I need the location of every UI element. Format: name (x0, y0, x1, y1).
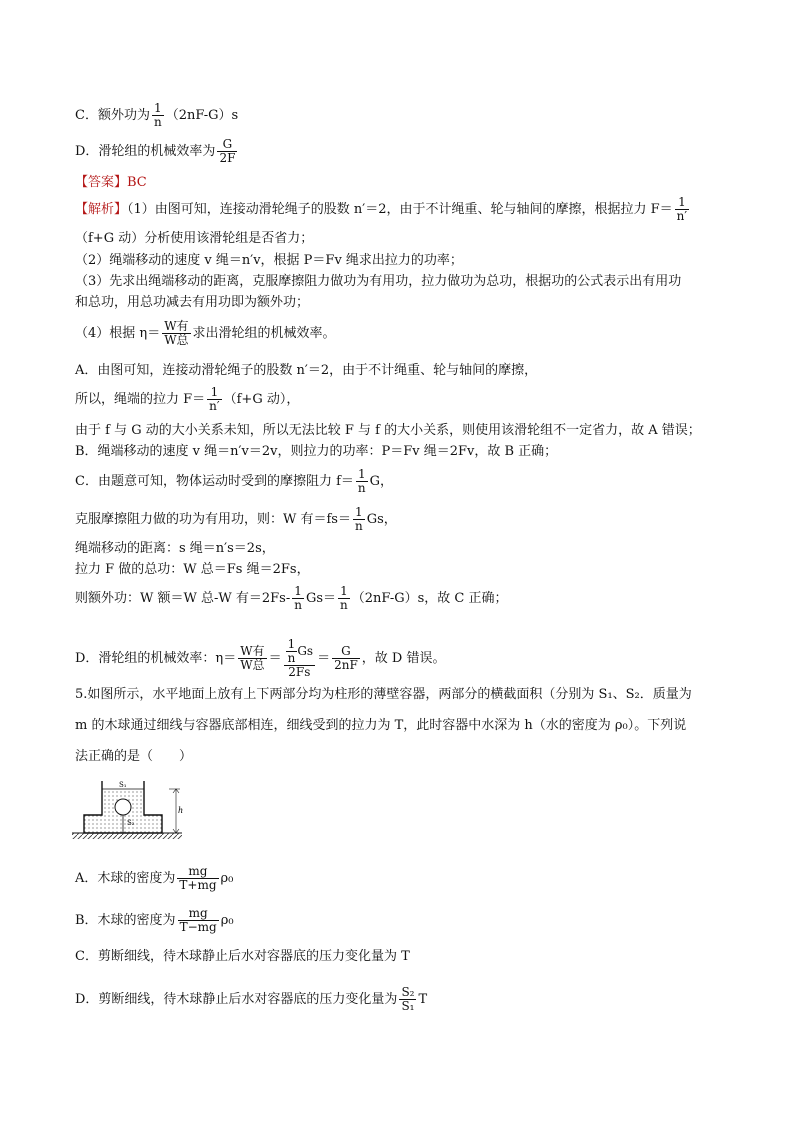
analysis-d-1: D．滑轮组的机械效率：η＝ $\frac{\text{W有}}{\text{W总}}$ ＝ $\frac{1}{n}$ Gs 2Fs ＝ $\frac{G}{2nF}$ ，故 D 错误。 (75, 637, 446, 679)
analysis-line-6: （4）根据 η＝ $\frac{\text{W有}}{\text{W总}}$ 求出滑轮组的机械效率。 (75, 319, 336, 347)
q5-option-d: D．剪断细线，待木球静止后水对容器底的压力变化量为 $\frac{\text{S₂}}{\text{S₁}}$ T (75, 985, 428, 1013)
q5-option-c: C．剪断细线，待木球静止后水对容器底的压力变化量为 T (75, 949, 410, 964)
q5-stem-line-1: 5.如图所示，水平地面上放有上下两部分均为柱形的薄壁容器，两部分的横截面积（分别为 S₁、S₂．质量为 (75, 687, 692, 702)
q5-option-b: B．木球的密度为 $\frac{mg}{T-mg}$ ρ₀ (75, 906, 234, 934)
container-diagram (72, 775, 192, 843)
wooden-ball (115, 799, 131, 815)
label-s2: S₂ (127, 819, 135, 827)
analysis-a-3: 由于 f 与 G 动的大小关系未知，所以无法比较 F 与 f 的大小关系，则使用该滑轮组不一定省力，故 A 错误； (75, 423, 701, 438)
analysis-c-1: C．由题意可知，物体运动时受到的摩擦阻力 f＝ $\frac{1}{n}$ G， (75, 467, 394, 495)
label-s1: S₁ (119, 781, 127, 789)
label-h: h (178, 806, 184, 815)
analysis-line-5: 和总功，用总功减去有用功即为额外功； (75, 295, 310, 310)
q4-option-d: D．滑轮组的机械效率为 $\frac{G}{2F}$ (75, 137, 236, 165)
q5-option-a: A．木球的密度为 $\frac{mg}{T+mg}$ ρ₀ (75, 864, 234, 892)
analysis-b-1: B．绳端移动的速度 v 绳＝n′v＝2v，则拉力的功率：P＝Fv 绳＝2Fv，故 B 正确； (75, 444, 558, 459)
answer-label: 【答案】BC (75, 175, 147, 190)
analysis-a-1: A．由图可知，连接动滑轮绳子的股数 n′＝2，由于不计绳重、轮与轴间的摩擦， (75, 363, 538, 378)
analysis-line-3: （2）绳端移动的速度 v 绳＝n′v，根据 P＝Fv 绳求出拉力的功率； (75, 253, 463, 268)
analysis-a-2: 所以，绳端的拉力 F＝ $\frac{1}{n'}$ （f+G 动）， (75, 385, 300, 413)
analysis-c-4: 拉力 F 做的总功：W 总＝Fs 绳＝2Fs， (75, 562, 310, 577)
analysis-c-3: 绳端移动的距离：s 绳＝n′s＝2s， (75, 541, 275, 556)
analysis-line-4: （3）先求出绳端移动的距离，克服摩擦阻力做功为有用功，拉力做功为总功，根据功的公式表示出有用功 (75, 274, 682, 289)
q5-stem-line-3: 法正确的是（ ） (75, 749, 193, 764)
analysis-line-2: （f+G 动）分析使用该滑轮组是否省力； (75, 231, 314, 246)
ground-hatch (72, 833, 182, 839)
analysis-c-2: 克服摩擦阻力做的功为有用功，则：W 有＝fs＝ $\frac{1}{n}$ Gs， (75, 505, 397, 533)
q5-stem-line-2: m 的木球通过细线与容器底部相连，细线受到的拉力为 T，此时容器中水深为 h（水的密度为 ρ₀）。下列说 (75, 718, 687, 733)
q4-option-c: C．额外功为 $\frac{1}{n}$ （2nF-G）s (75, 101, 239, 129)
analysis-line-1: 【解析】（1）由图可知，连接动滑轮绳子的股数 n′＝2，由于不计绳重、轮与轴间的摩擦，根据拉力 F＝ $\frac{1}{n'}$ (75, 195, 688, 223)
analysis-c-5: 则额外功：W 额＝W 总-W 有＝2Fs- $\frac{1}{n}$ Gs＝ $\frac{1}{n}$ （2nF-G）s，故 C 正确； (75, 584, 508, 612)
